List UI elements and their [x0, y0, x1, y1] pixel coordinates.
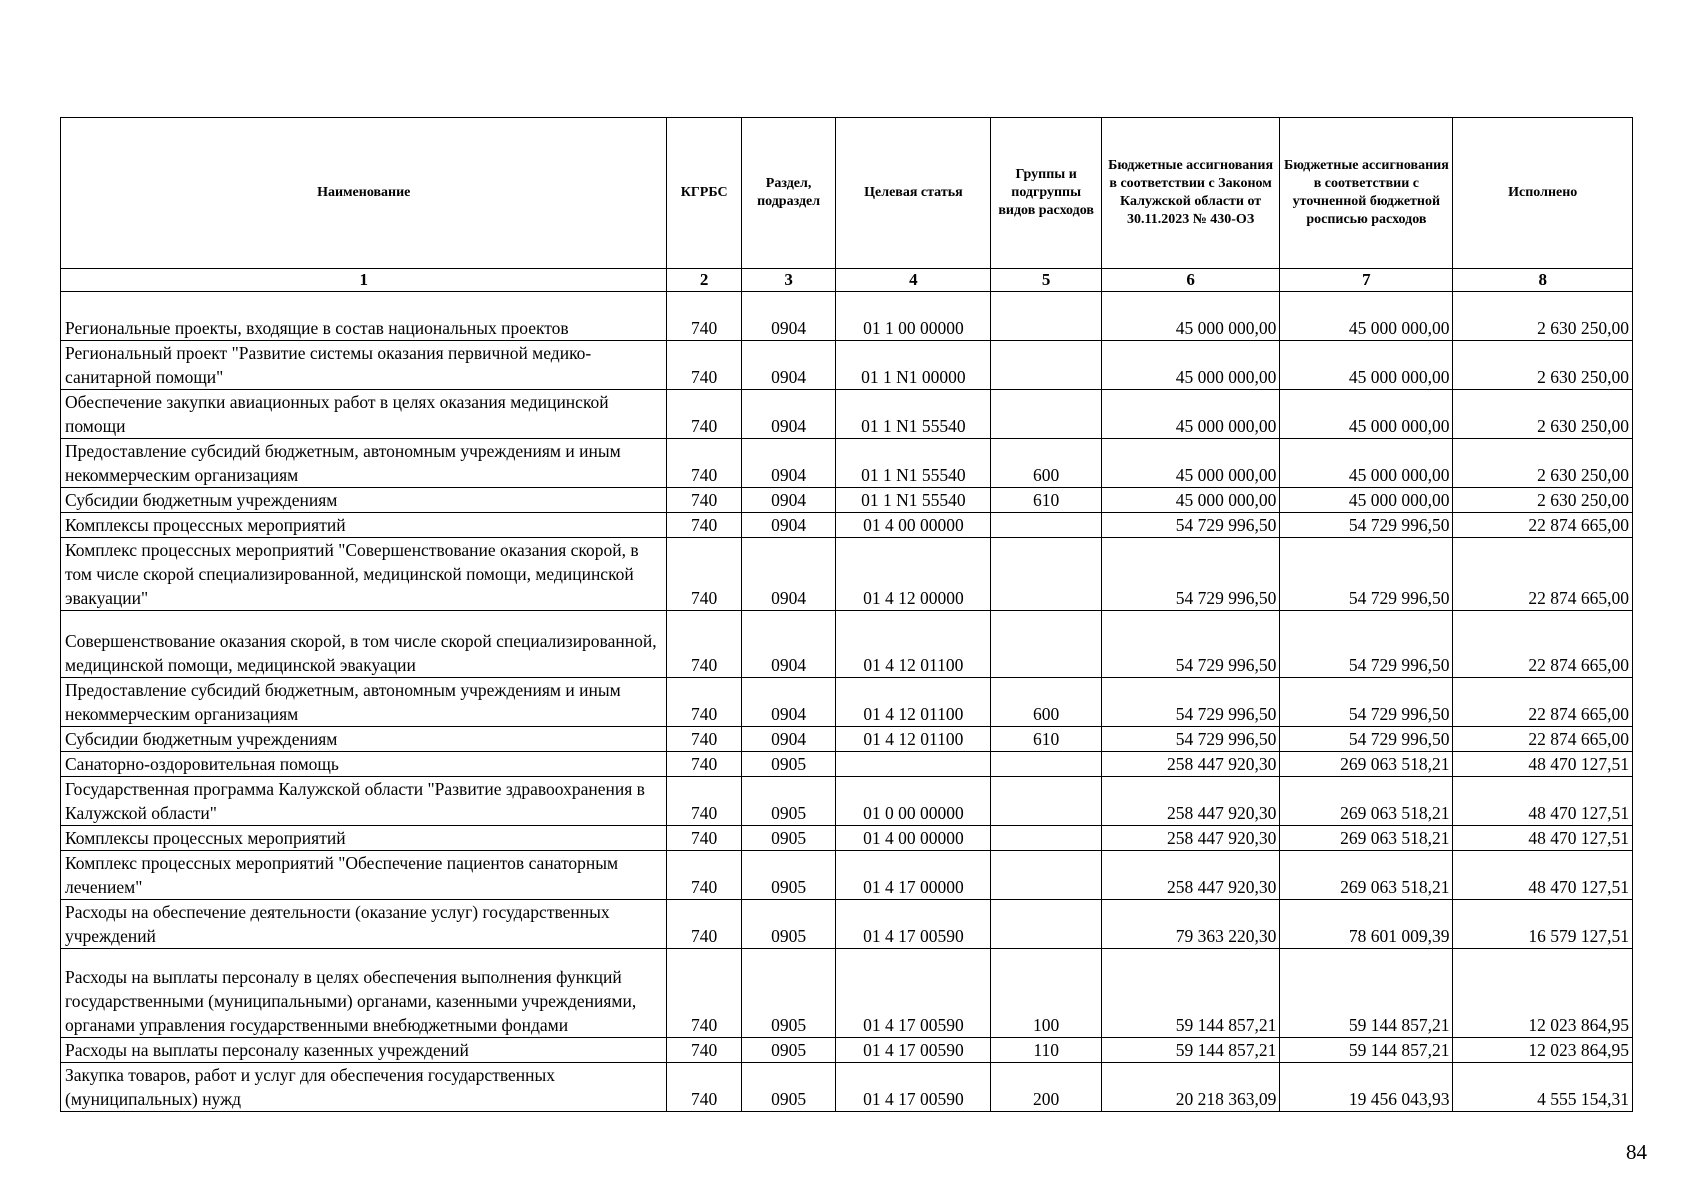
- row-executed-amount: 48 470 127,51: [1453, 752, 1633, 777]
- row-executed-amount: 16 579 127,51: [1453, 900, 1633, 949]
- row-law-amount: 20 218 363,09: [1101, 1063, 1279, 1112]
- budget-table: [60, 117, 1633, 1112]
- row-law-amount: 54 729 996,50: [1101, 611, 1279, 678]
- row-law-amount: 54 729 996,50: [1101, 513, 1279, 538]
- row-section: 0905: [741, 1063, 836, 1112]
- row-name: Субсидии бюджетным учреждениям: [61, 727, 667, 752]
- table-row: [61, 949, 1633, 1038]
- row-name: Расходы на выплаты персоналу казенных учреждений: [61, 1038, 667, 1063]
- table-row: [61, 752, 1633, 777]
- row-refined-amount: 45 000 000,00: [1280, 390, 1453, 439]
- row-refined-amount: 45 000 000,00: [1280, 439, 1453, 488]
- row-kgrbs: 740: [667, 488, 741, 513]
- row-target: 01 1 00 00000: [836, 292, 991, 341]
- row-name: Совершенствование оказания скорой, в том числе скорой специализированной, медицинской помощи, медицинской эвакуации: [61, 611, 667, 678]
- row-target: 01 1 N1 00000: [836, 341, 991, 390]
- row-target: 01 4 17 00000: [836, 851, 991, 900]
- table-row: [61, 292, 1633, 341]
- row-group: 600: [991, 678, 1101, 727]
- row-law-amount: 258 447 920,30: [1101, 752, 1279, 777]
- table-row: [61, 1038, 1633, 1063]
- header-executed: Исполнено: [1453, 118, 1633, 269]
- table-row: [61, 851, 1633, 900]
- table-row: [61, 777, 1633, 826]
- row-group: 610: [991, 727, 1101, 752]
- row-executed-amount: 48 470 127,51: [1453, 851, 1633, 900]
- table-row: [61, 826, 1633, 851]
- row-target: 01 4 12 01100: [836, 727, 991, 752]
- row-executed-amount: 2 630 250,00: [1453, 292, 1633, 341]
- row-law-amount: 45 000 000,00: [1101, 341, 1279, 390]
- row-name: Закупка товаров, работ и услуг для обеспечения государственных (муниципальных) нужд: [61, 1063, 667, 1112]
- row-refined-amount: 54 729 996,50: [1280, 727, 1453, 752]
- row-kgrbs: 740: [667, 439, 741, 488]
- column-number: 4: [836, 269, 991, 292]
- row-group: [991, 390, 1101, 439]
- row-section: 0904: [741, 488, 836, 513]
- row-target: 01 0 00 00000: [836, 777, 991, 826]
- row-section: 0904: [741, 341, 836, 390]
- column-number: 3: [741, 269, 836, 292]
- row-kgrbs: 740: [667, 851, 741, 900]
- row-group: 110: [991, 1038, 1101, 1063]
- row-name: Комплексы процессных мероприятий: [61, 826, 667, 851]
- row-kgrbs: 740: [667, 513, 741, 538]
- row-kgrbs: 740: [667, 341, 741, 390]
- row-section: 0904: [741, 678, 836, 727]
- row-executed-amount: 22 874 665,00: [1453, 611, 1633, 678]
- row-law-amount: 258 447 920,30: [1101, 777, 1279, 826]
- row-kgrbs: 740: [667, 777, 741, 826]
- row-section: 0904: [741, 292, 836, 341]
- row-law-amount: 79 363 220,30: [1101, 900, 1279, 949]
- row-kgrbs: 740: [667, 826, 741, 851]
- table-row: [61, 390, 1633, 439]
- row-group: 100: [991, 949, 1101, 1038]
- row-executed-amount: 48 470 127,51: [1453, 826, 1633, 851]
- row-group: [991, 341, 1101, 390]
- header-refined: Бюджетные ассигнования в соответствии с уточненной бюджетной росписью расходов: [1280, 118, 1453, 269]
- row-refined-amount: 54 729 996,50: [1280, 611, 1453, 678]
- row-target: 01 4 17 00590: [836, 949, 991, 1038]
- row-group: [991, 752, 1101, 777]
- row-section: 0905: [741, 900, 836, 949]
- row-executed-amount: 22 874 665,00: [1453, 538, 1633, 611]
- row-refined-amount: 45 000 000,00: [1280, 292, 1453, 341]
- row-kgrbs: 740: [667, 1063, 741, 1112]
- row-section: 0904: [741, 727, 836, 752]
- row-section: 0905: [741, 1038, 836, 1063]
- header-law: Бюджетные ассигнования в соответствии с Законом Калужской области от 30.11.2023 № 430-ОЗ: [1101, 118, 1279, 269]
- row-target: [836, 752, 991, 777]
- row-name: Обеспечение закупки авиационных работ в целях оказания медицинской помощи: [61, 390, 667, 439]
- row-name: Комплекс процессных мероприятий "Обеспечение пациентов санаторным лечением": [61, 851, 667, 900]
- row-name: Предоставление субсидий бюджетным, автономным учреждениям и иным некоммерческим организациям: [61, 678, 667, 727]
- row-name: Расходы на обеспечение деятельности (оказание услуг) государственных учреждений: [61, 900, 667, 949]
- row-section: 0904: [741, 513, 836, 538]
- header-name: Наименование: [61, 118, 667, 269]
- row-refined-amount: 269 063 518,21: [1280, 851, 1453, 900]
- row-law-amount: 45 000 000,00: [1101, 488, 1279, 513]
- row-kgrbs: 740: [667, 292, 741, 341]
- row-group: [991, 777, 1101, 826]
- row-target: 01 4 17 00590: [836, 1038, 991, 1063]
- table-row: [61, 513, 1633, 538]
- row-group: [991, 900, 1101, 949]
- row-section: 0905: [741, 851, 836, 900]
- row-refined-amount: 19 456 043,93: [1280, 1063, 1453, 1112]
- row-group: 610: [991, 488, 1101, 513]
- row-section: 0904: [741, 439, 836, 488]
- table-row: [61, 538, 1633, 611]
- table-row: [61, 1063, 1633, 1112]
- row-executed-amount: 2 630 250,00: [1453, 488, 1633, 513]
- row-target: 01 1 N1 55540: [836, 439, 991, 488]
- row-group: 200: [991, 1063, 1101, 1112]
- column-number: 2: [667, 269, 741, 292]
- row-name: Комплекс процессных мероприятий "Совершенствование оказания скорой, в том числе скорой специализированной, медицинской помощи, медицинской эвакуации": [61, 538, 667, 611]
- row-target: 01 4 12 00000: [836, 538, 991, 611]
- row-target: 01 4 00 00000: [836, 513, 991, 538]
- row-name: Расходы на выплаты персоналу в целях обеспечения выполнения функций государственными (муниципальными) органами, казенными учреждениями, органами управления государственными внебюджетными фондами: [61, 949, 667, 1038]
- row-name: Субсидии бюджетным учреждениям: [61, 488, 667, 513]
- row-name: Предоставление субсидий бюджетным, автономным учреждениям и иным некоммерческим организациям: [61, 439, 667, 488]
- row-section: 0905: [741, 777, 836, 826]
- header-target: Целевая статья: [836, 118, 991, 269]
- row-refined-amount: 269 063 518,21: [1280, 752, 1453, 777]
- header-kgrbs: КГРБС: [667, 118, 741, 269]
- row-target: 01 4 00 00000: [836, 826, 991, 851]
- row-executed-amount: 22 874 665,00: [1453, 513, 1633, 538]
- row-law-amount: 54 729 996,50: [1101, 538, 1279, 611]
- row-law-amount: 258 447 920,30: [1101, 851, 1279, 900]
- header-section: Раздел, подраздел: [741, 118, 836, 269]
- row-refined-amount: 269 063 518,21: [1280, 826, 1453, 851]
- row-executed-amount: 2 630 250,00: [1453, 439, 1633, 488]
- table-body: [61, 292, 1633, 1112]
- row-executed-amount: 22 874 665,00: [1453, 678, 1633, 727]
- row-kgrbs: 740: [667, 678, 741, 727]
- row-kgrbs: 740: [667, 538, 741, 611]
- row-executed-amount: 2 630 250,00: [1453, 341, 1633, 390]
- column-number: 5: [991, 269, 1101, 292]
- row-law-amount: 258 447 920,30: [1101, 826, 1279, 851]
- row-law-amount: 45 000 000,00: [1101, 292, 1279, 341]
- row-name: Государственная программа Калужской области "Развитие здравоохранения в Калужской области": [61, 777, 667, 826]
- row-refined-amount: 45 000 000,00: [1280, 341, 1453, 390]
- row-target: 01 4 12 01100: [836, 678, 991, 727]
- row-target: 01 1 N1 55540: [836, 488, 991, 513]
- row-section: 0904: [741, 390, 836, 439]
- row-kgrbs: 740: [667, 727, 741, 752]
- row-kgrbs: 740: [667, 900, 741, 949]
- row-law-amount: 59 144 857,21: [1101, 1038, 1279, 1063]
- row-law-amount: 45 000 000,00: [1101, 390, 1279, 439]
- row-executed-amount: 12 023 864,95: [1453, 1038, 1633, 1063]
- row-law-amount: 45 000 000,00: [1101, 439, 1279, 488]
- row-group: [991, 292, 1101, 341]
- row-group: [991, 513, 1101, 538]
- row-section: 0905: [741, 752, 836, 777]
- row-executed-amount: 22 874 665,00: [1453, 727, 1633, 752]
- row-kgrbs: 740: [667, 949, 741, 1038]
- header-row: [61, 118, 1633, 269]
- row-law-amount: 59 144 857,21: [1101, 949, 1279, 1038]
- row-refined-amount: 59 144 857,21: [1280, 949, 1453, 1038]
- row-target: 01 1 N1 55540: [836, 390, 991, 439]
- row-refined-amount: 59 144 857,21: [1280, 1038, 1453, 1063]
- row-target: 01 4 17 00590: [836, 900, 991, 949]
- row-executed-amount: 2 630 250,00: [1453, 390, 1633, 439]
- row-refined-amount: 78 601 009,39: [1280, 900, 1453, 949]
- row-group: [991, 826, 1101, 851]
- row-name: Региональный проект "Развитие системы оказания первичной медико-санитарной помощи": [61, 341, 667, 390]
- row-refined-amount: 54 729 996,50: [1280, 513, 1453, 538]
- row-kgrbs: 740: [667, 752, 741, 777]
- column-number: 1: [61, 269, 667, 292]
- column-number-row: [61, 269, 1633, 292]
- row-executed-amount: 12 023 864,95: [1453, 949, 1633, 1038]
- row-refined-amount: 54 729 996,50: [1280, 538, 1453, 611]
- table-row: [61, 341, 1633, 390]
- row-executed-amount: 4 555 154,31: [1453, 1063, 1633, 1112]
- row-section: 0905: [741, 826, 836, 851]
- row-section: 0904: [741, 538, 836, 611]
- row-name: Санаторно-оздоровительная помощь: [61, 752, 667, 777]
- row-target: 01 4 12 01100: [836, 611, 991, 678]
- row-group: [991, 851, 1101, 900]
- row-group: [991, 538, 1101, 611]
- table-row: [61, 678, 1633, 727]
- row-target: 01 4 17 00590: [836, 1063, 991, 1112]
- header-groups: Группы и подгруппы видов расходов: [991, 118, 1101, 269]
- page-number: 84: [1626, 1140, 1647, 1164]
- column-number: 7: [1280, 269, 1453, 292]
- table-row: [61, 900, 1633, 949]
- row-refined-amount: 54 729 996,50: [1280, 678, 1453, 727]
- row-refined-amount: 45 000 000,00: [1280, 488, 1453, 513]
- row-kgrbs: 740: [667, 611, 741, 678]
- row-group: [991, 611, 1101, 678]
- row-section: 0904: [741, 611, 836, 678]
- row-kgrbs: 740: [667, 1038, 741, 1063]
- row-kgrbs: 740: [667, 390, 741, 439]
- table-row: [61, 488, 1633, 513]
- row-refined-amount: 269 063 518,21: [1280, 777, 1453, 826]
- row-name: Комплексы процессных мероприятий: [61, 513, 667, 538]
- row-section: 0905: [741, 949, 836, 1038]
- row-name: Региональные проекты, входящие в состав национальных проектов: [61, 292, 667, 341]
- column-number: 8: [1453, 269, 1633, 292]
- table-row: [61, 727, 1633, 752]
- column-number: 6: [1101, 269, 1279, 292]
- row-group: 600: [991, 439, 1101, 488]
- row-executed-amount: 48 470 127,51: [1453, 777, 1633, 826]
- row-law-amount: 54 729 996,50: [1101, 727, 1279, 752]
- table-row: [61, 439, 1633, 488]
- table-row: [61, 611, 1633, 678]
- row-law-amount: 54 729 996,50: [1101, 678, 1279, 727]
